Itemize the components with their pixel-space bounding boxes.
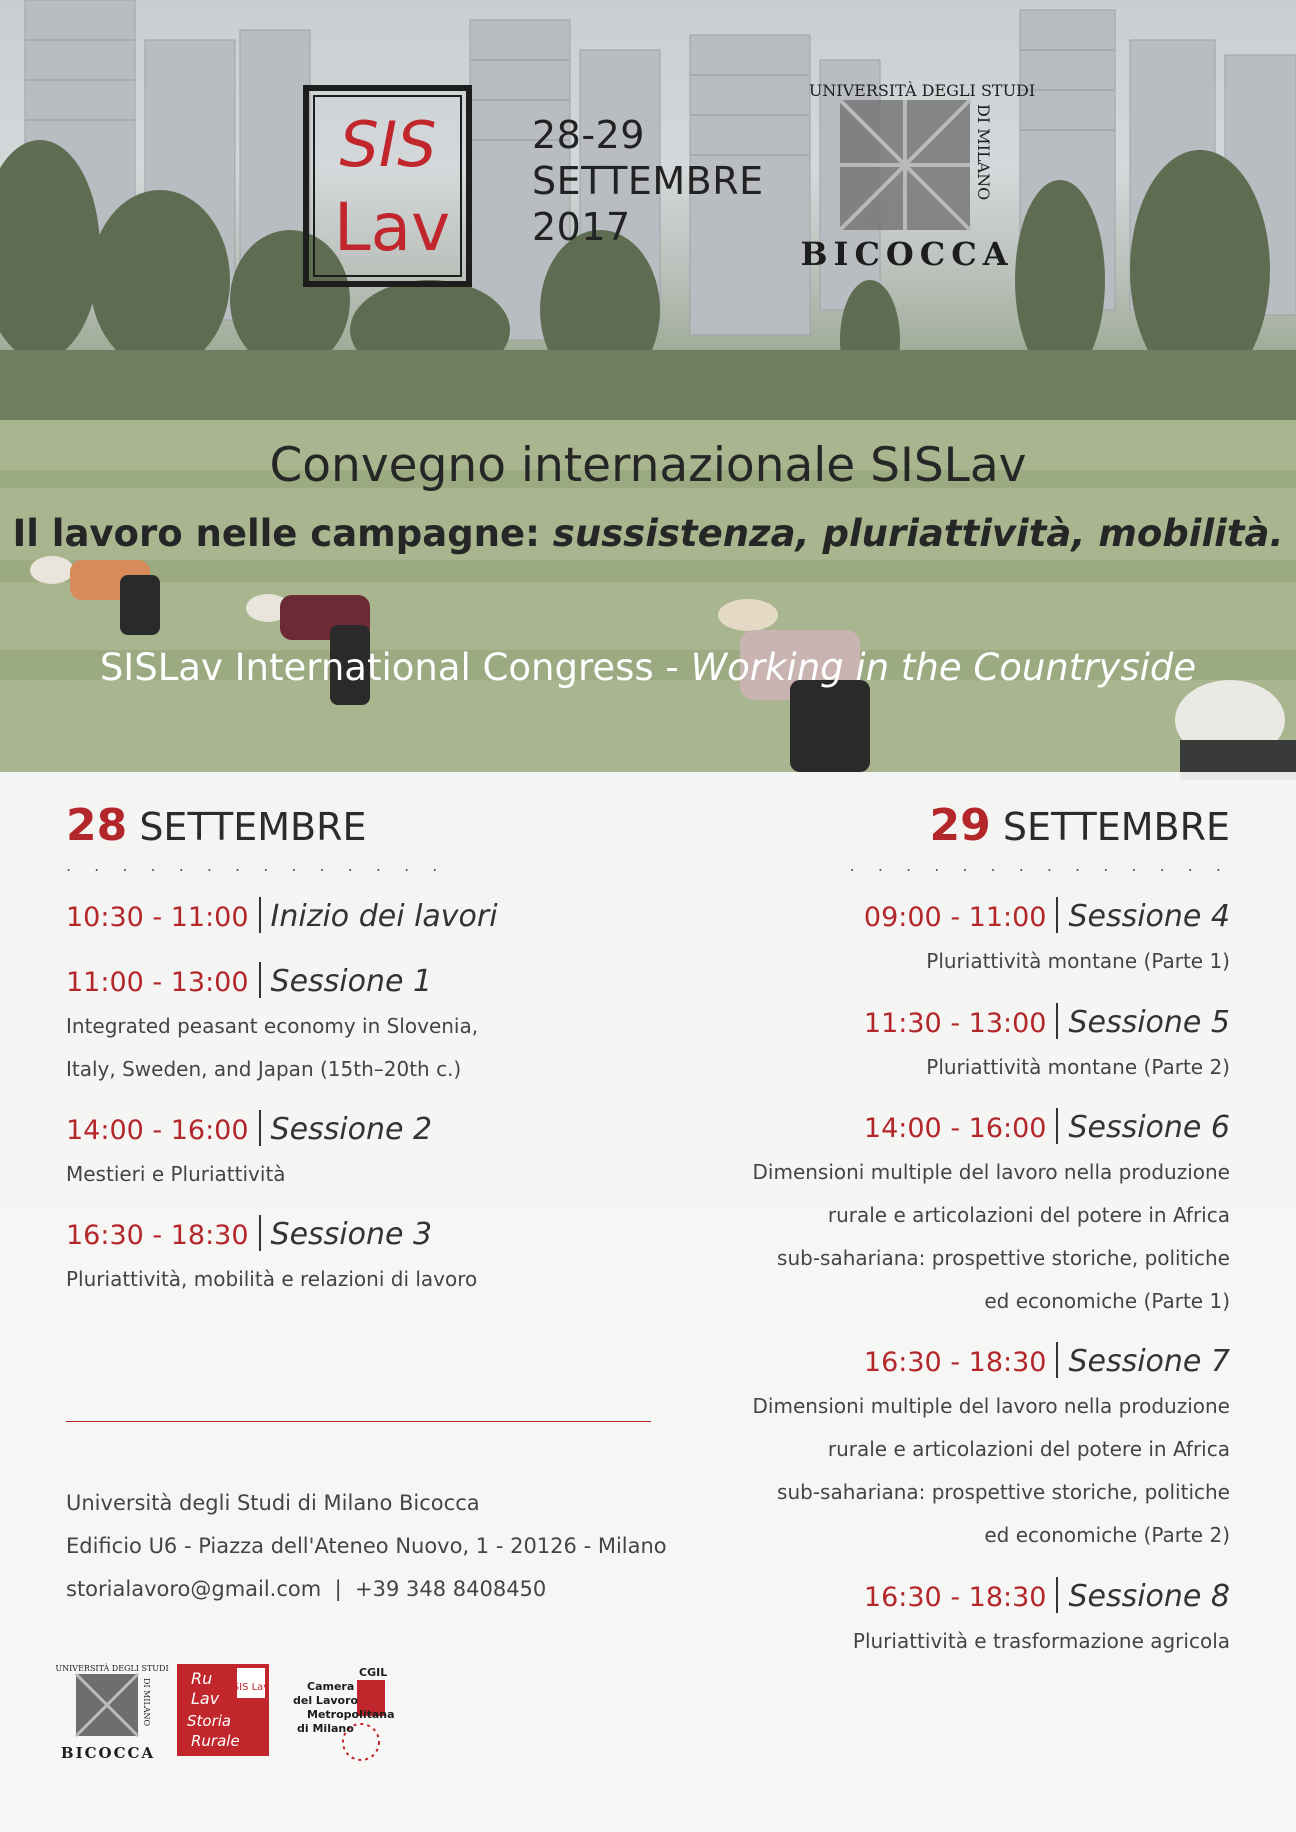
slot-separator — [259, 897, 261, 933]
bicocca-logo-bottom: BICOCCA — [800, 235, 1014, 273]
slot-separator — [259, 1110, 261, 1146]
day-number: 29 — [929, 800, 991, 851]
venue-name: Università degli Studi di Milano Bicocca — [66, 1491, 480, 1515]
rulav-line: Lav — [191, 1689, 220, 1708]
slot-description: Pluriattività montane (Parte 1) — [926, 949, 1230, 973]
slot-session: Sessione 7 — [1068, 1344, 1230, 1379]
contact-phone[interactable]: +39 348 8408450 — [355, 1577, 547, 1601]
day-number: 28 — [66, 800, 128, 851]
english-title — [0, 646, 1296, 689]
cgil-logo — [289, 1664, 399, 1764]
event-dates-year: 2017 — [532, 205, 631, 249]
event-dates-month: SETTEMBRE — [532, 159, 764, 203]
slot-session: Sessione 3 — [270, 1217, 433, 1252]
slot-session: Sessione 8 — [1068, 1579, 1230, 1614]
bicocca-logo-top: UNIVERSITÀ DEGLI STUDI — [808, 81, 1036, 100]
sponsor-bicocca-bottom: BICOCCA — [60, 1744, 156, 1762]
schedule-slot — [630, 1575, 1230, 1663]
schedule-slot — [66, 895, 666, 960]
slot-description: Mestieri e Pluriattività — [66, 1162, 286, 1186]
slot-session: Sessione 5 — [1068, 1005, 1230, 1040]
slot-separator — [259, 1215, 261, 1251]
schedule-slot — [630, 895, 1230, 1001]
rulav-line: Ru — [191, 1669, 213, 1688]
venue-contacts — [66, 1568, 667, 1611]
slot-time: 16:30 - 18:30 — [863, 1582, 1047, 1613]
red-divider — [66, 1421, 651, 1422]
hero-photo — [0, 0, 1296, 772]
slot-time: 10:30 - 11:00 — [66, 902, 249, 933]
slot-time: 16:30 - 18:30 — [863, 1347, 1047, 1378]
slot-description: Dimensioni multiple del lavoro nella produzione — [752, 1394, 1230, 1418]
sponsor-bicocca-side: DI MILANO — [142, 1678, 151, 1727]
contact-separator: | — [321, 1577, 355, 1601]
slot-time: 09:00 - 11:00 — [863, 902, 1047, 933]
slot-description: ed economiche (Parte 1) — [984, 1289, 1230, 1313]
dotted-divider: . . . . . . . . . . . . . . — [849, 856, 1230, 875]
bicocca-logo-side: DI MILANO — [974, 104, 993, 201]
day2-schedule — [630, 895, 1230, 1663]
slot-description: sub-sahariana: prospettive storiche, politiche — [777, 1480, 1230, 1504]
slot-description: Dimensioni multiple del lavoro nella produzione — [752, 1160, 1230, 1184]
slot-description: Pluriattività e trasformazione agricola — [852, 1629, 1230, 1653]
subtitle-italic: sussistenza, pluriattività, mobilità. — [552, 512, 1284, 555]
slot-session: Inizio dei lavori — [270, 899, 498, 934]
slot-description: Italy, Sweden, and Japan (15th–20th c.) — [66, 1057, 462, 1081]
english-title-plain: SISLav International Congress - — [99, 646, 691, 689]
sislav-logo — [300, 82, 475, 290]
cgil-line: Camera — [307, 1680, 355, 1693]
english-title-italic: Working in the Countryside — [690, 646, 1197, 689]
dotted-divider: . . . . . . . . . . . . . . — [66, 856, 447, 875]
page-subtitle — [0, 512, 1296, 555]
sponsor-bicocca-top: UNIVERSITÀ DEGLI STUDI — [55, 1664, 169, 1673]
slot-time: 14:00 - 16:00 — [66, 1115, 249, 1146]
slot-description: Integrated peasant economy in Slovenia, — [66, 1014, 479, 1038]
slot-separator — [1056, 897, 1058, 933]
schedule-slot — [66, 1213, 666, 1301]
schedule-slot — [66, 1108, 666, 1213]
slot-separator — [1056, 1108, 1058, 1144]
rulav-line: Rurale — [191, 1732, 240, 1750]
day-month: SETTEMBRE — [990, 805, 1230, 849]
slot-separator — [259, 962, 261, 998]
cgil-line: di Milano — [297, 1722, 354, 1735]
slot-session: Sessione 6 — [1068, 1110, 1230, 1145]
rulav-badge: SIS Lav — [232, 1682, 270, 1693]
slot-separator — [1056, 1577, 1058, 1613]
slot-description: Pluriattività montane (Parte 2) — [926, 1055, 1230, 1079]
slot-time: 11:30 - 13:00 — [863, 1008, 1047, 1039]
slot-time: 16:30 - 18:30 — [66, 1220, 249, 1251]
contact-email[interactable]: storialavoro@gmail.com — [66, 1577, 322, 1601]
schedule-slot — [630, 1106, 1230, 1340]
event-dates-days: 28-29 — [532, 113, 645, 157]
event-dates — [532, 112, 764, 250]
slot-description: Pluriattività, mobilità e relazioni di lavoro — [66, 1267, 478, 1291]
subtitle-plain: Il lavoro nelle campagne: — [12, 512, 553, 555]
slot-session: Sessione 4 — [1068, 899, 1230, 934]
slot-session: Sessione 1 — [270, 964, 433, 999]
cgil-line: del Lavoro — [293, 1694, 359, 1707]
rulav-line: Storia — [187, 1712, 232, 1730]
bicocca-logo — [800, 81, 1036, 277]
schedule-slot — [630, 1001, 1230, 1106]
slot-description: ed economiche (Parte 2) — [984, 1523, 1230, 1547]
cgil-tag: CGIL — [359, 1666, 388, 1679]
schedule-slot — [630, 1340, 1230, 1575]
sislav-logo-lav: Lav — [333, 189, 451, 266]
venue-address: Edificio U6 - Piazza dell'Ateneo Nuovo, 1 - 20126 - Milano — [66, 1534, 667, 1558]
sislav-logo-sis: SIS — [339, 108, 437, 181]
slot-description: rurale e articolazioni del potere in Africa — [827, 1437, 1230, 1461]
day-month: SETTEMBRE — [127, 805, 367, 849]
slot-time: 11:00 - 13:00 — [66, 967, 249, 998]
rulav-logo — [177, 1664, 269, 1756]
slot-time: 14:00 - 16:00 — [863, 1113, 1047, 1144]
slot-description: rurale e articolazioni del potere in Africa — [827, 1203, 1230, 1227]
cgil-line: Metropolitana — [307, 1708, 395, 1721]
slot-session: Sessione 2 — [270, 1112, 433, 1147]
slot-description: sub-sahariana: prospettive storiche, politiche — [777, 1246, 1230, 1270]
schedule-slot — [66, 960, 666, 1108]
slot-separator — [1056, 1342, 1058, 1378]
day-heading-29 — [930, 800, 1230, 851]
page-title: Convegno internazionale SISLav — [269, 438, 1027, 493]
slot-separator — [1056, 1003, 1058, 1039]
bicocca-sponsor-logo — [55, 1664, 169, 1764]
day1-schedule — [66, 895, 666, 1301]
day-heading-28 — [66, 800, 366, 851]
venue-info — [66, 1482, 667, 1611]
